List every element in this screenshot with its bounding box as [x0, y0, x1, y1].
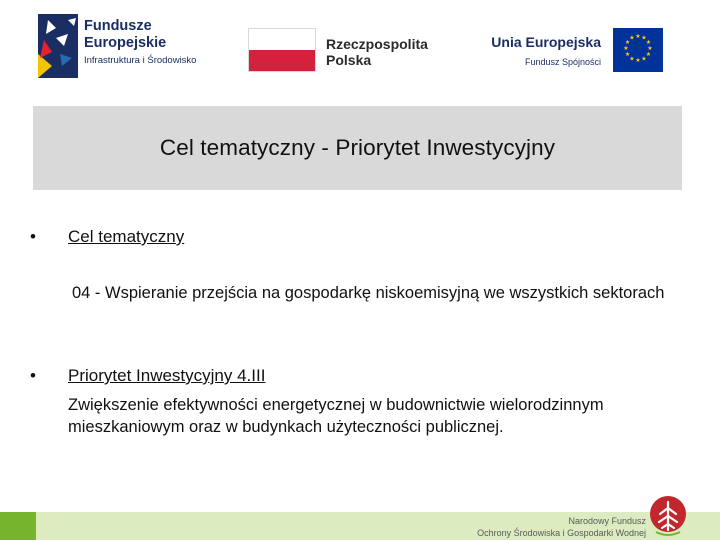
svg-text:★: ★ [629, 55, 635, 63]
svg-text:★: ★ [629, 34, 635, 42]
rzeczpospolita-line2: Polska [326, 52, 372, 68]
svg-text:★: ★ [635, 33, 641, 40]
svg-text:★: ★ [645, 51, 652, 58]
nfosigw-logo-icon [648, 494, 688, 538]
svg-text:★: ★ [624, 39, 631, 46]
nfosigw-line2: Ochrony Środowiska i Gospodarki Wodnej [477, 528, 646, 538]
fundusze-line2: Europejskie [84, 35, 167, 51]
item-description-priorytet-inwestycyjny: Zwiększenie efektywności energetycznej w budownictwie wielorodzinnym mieszkaniowym oraz w budynkach użyteczności publicznej. [68, 396, 604, 436]
fundusze-subtitle: Infrastruktura i Środowisko [84, 55, 197, 66]
svg-text:★: ★ [641, 55, 647, 63]
svg-text:★: ★ [645, 39, 652, 46]
svg-text:★: ★ [647, 45, 653, 52]
fundusze-line1: Fundusze [84, 18, 152, 34]
bullet-marker-2: • [30, 366, 36, 385]
item-label-priorytet-inwestycyjny: Priorytet Inwestycyjny 4.III [68, 366, 266, 385]
svg-text:★: ★ [623, 45, 629, 52]
nfosigw-line1: Narodowy Fundusz [568, 516, 646, 526]
footer-accent-block [0, 512, 36, 540]
svg-text:★: ★ [635, 57, 641, 64]
unia-europejska-subtitle: Fundusz Spójności [524, 57, 601, 67]
unia-europejska-title: Unia Europejska [491, 34, 601, 50]
item-label-cel-tematyczny: Cel tematyczny [68, 227, 185, 246]
item-description-cel-tematyczny: 04 - Wspieranie przejścia na gospodarkę niskoemisyjną we wszystkich sektorach [72, 284, 665, 302]
svg-text:★: ★ [641, 34, 647, 42]
svg-text:★: ★ [624, 51, 631, 58]
bullet-marker-1: • [30, 227, 36, 246]
page-title: Cel tematyczny - Priorytet Inwestycyjny [159, 135, 556, 160]
rzeczpospolita-line1: Rzeczpospolita [326, 36, 428, 52]
nfosigw-text [470, 515, 646, 539]
